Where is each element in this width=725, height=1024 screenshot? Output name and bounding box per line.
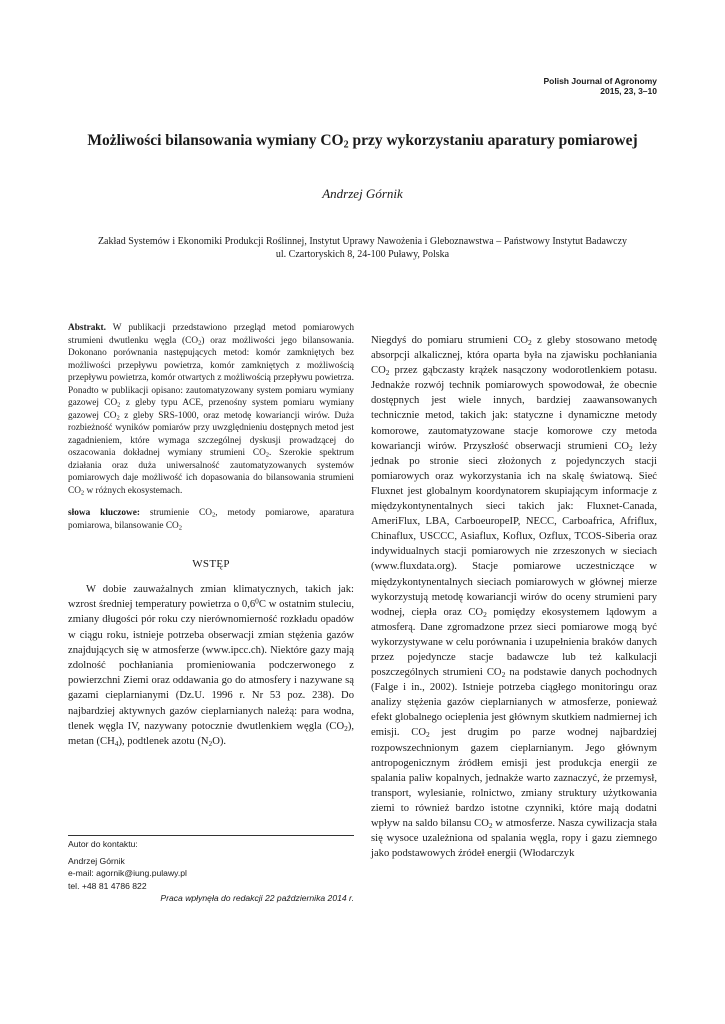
intro-paragraph xyxy=(68,582,354,749)
subscript: 4 xyxy=(114,738,119,748)
abstract-text: . Szerokie spektrum działania oraz duża uniwersalność zautomatyzowanych systemów pomiarowych daje możliwość ich dopasowania do bilansowania strumieni CO xyxy=(68,448,354,496)
article-author: Andrzej Górnik xyxy=(322,186,403,201)
body-text: na podstawie danych pochodnych (Falge i in., 2002). Istnieje potrzeba ciągłego monitoringu oraz analizy stężenia gazów cieplarnianych w atmosferze, ponieważ efekt globalnego ocieplenia jest głównym skutkiem nadmiernej ich emisji. CO xyxy=(371,667,658,739)
contact-name: Andrzej Górnik xyxy=(68,855,125,866)
keywords-text: strumienie CO xyxy=(139,508,212,518)
journal-header xyxy=(544,76,658,96)
subscript: 2 xyxy=(80,489,85,497)
superscript: 0 xyxy=(255,596,259,606)
keywords-text: , metody pomiarowe, aparatura pomiarowa, bilansowanie CO xyxy=(68,508,354,531)
keywords xyxy=(68,507,354,533)
intro-text: ), metan (CH xyxy=(68,720,354,748)
abstract-text: W publikacji przedstawiono przegląd metod pomiarowych strumieni dwutlenku węgla (CO xyxy=(68,323,354,346)
body-text: przez gąbczasty krążek nasączony wodorotlenkiem potasu. Jednakże rozwój technik pomiarowych spowodował, że obecnie dostępnych jest wiele innych, bardziej zaawansowanych technicznie metod, takich jak: statyczne i dynamiczne metody komorowe, zautomatyzowane stacje komorowe czy metoda kowariancji wirów. Przyszłość obserwacji strumieni CO xyxy=(371,365,657,452)
contact-block xyxy=(68,838,354,892)
subscript: 2 xyxy=(488,820,493,830)
abstract xyxy=(68,322,354,497)
body-text: z gleby stosowano metodę absorpcji alkalicznej, która oparta była na zjawisku pochłaniania CO xyxy=(371,335,657,377)
affiliation-line: Zakład Systemów i Ekonomiki Produkcji Roślinnej, Instytut Uprawy Nawożenia i Gleboznawstwa – Państwowy Instytut Badawczy xyxy=(97,236,628,247)
abstract-text: z gleby typu ACE, przenośny system pomiaru wymiany gazowej CO xyxy=(68,398,354,421)
subscript: 2 xyxy=(178,524,183,532)
contact-heading: Autor do kontaktu: xyxy=(68,839,138,849)
subscript: 2 xyxy=(483,609,487,619)
intro-text: C w ostatnim stuleciu, zmiany długości pór roku czy nierównomierność rozkładu opadów w ciągu roku, istnieje potrzeba obserwacji zmian stężenia gazów znajdujących się w atmosferze (www.ipcc.ch). Niektóre gazy mają zdolność pochłaniania promieniowania podczerwonego z powierzchni Ziemi oraz oddawania go do atmosfery i nazywane są gazami cieplarnianymi (Dz.U. 1996 r. Nr 53 poz. 238). Do najbardziej aktywnych gazów cieplarnianych należą: para wodna, tlenek węgla IV, nazywany potocznie dwutlenkiem węgla (CO xyxy=(68,599,354,732)
title-text: Możliwości bilansowania wymiany CO xyxy=(87,132,344,149)
subscript: 2 xyxy=(385,368,390,378)
subscript: 2 xyxy=(344,723,348,733)
abstract-label: Abstrakt. xyxy=(68,323,106,333)
subscript: 2 xyxy=(208,738,213,748)
affiliation xyxy=(60,235,665,261)
contact-email: e-mail: agornik@iung.pulawy.pl xyxy=(68,868,187,878)
abstract-text: z gleby SRS-1000, oraz metodę kowariancji wirów. Duża rozbieżność wyników pomiarów przy uwzględnieniu dostępnych metod jest zagadnieniem, które wymaga szczególnej dyskusji prowadzącej do oszacowania dokładnej wymiany strumieni CO xyxy=(68,410,354,458)
subscript: 2 xyxy=(528,337,532,347)
body-text: leży jednak po stronie sieci złożonych z pojedynczych stacji pomiarowych oraz wykorzystania ich na skalę światową. Sieć Fluxnet jest globalnym koordynatorem skupiającym informacje z międzykontynentalnych sieci takich jak: Fluxnet-Canada, AmeriFlux, LBA, CarboeuropeIP, NECC, Carboafrica, Afriflux, Chinaflux, USCCC, Asiaflux, Koflux, Ozflux, TCOS-Siberia oraz indywidualnych stacji pomiarowych nie zrzeszonych w sieciach (www.fluxdata.org). Stacje pomiarowe uczestniczące w międzykontynentalnych sieciach pomiarowych w głównej mierze wykorzystują metodę kowariancji wirów do oceny strumieni pary wodnej, ciepła oraz CO xyxy=(371,440,657,618)
subscript: 2 xyxy=(211,511,216,519)
left-column xyxy=(68,322,354,749)
body-text: w atmosferze. Nasza cywilizacja stała się wysoce uzależniona od spalania węgla, ropy i gazu ziemnego jako podstawowych źródeł energii (Włodarczyk xyxy=(371,818,657,860)
intro-text: ), podtlenek azotu (N xyxy=(118,736,209,748)
body-text: Niegdyś do pomiaru strumieni CO xyxy=(371,335,529,346)
title-subscript: 2 xyxy=(343,139,349,151)
subscript: 2 xyxy=(265,451,270,459)
subscript: 2 xyxy=(198,339,202,347)
section-heading: WSTĘP xyxy=(192,558,230,570)
article-title xyxy=(60,131,665,151)
intro-text: O). xyxy=(212,736,227,748)
received-note: Praca wpłynęła do redakcji 22 października 2014 r. xyxy=(160,893,354,903)
affiliation-address: ul. Czartoryskich 8, 24-100 Puławy, Polska xyxy=(275,249,450,260)
right-column xyxy=(371,333,657,861)
abstract-text: w różnych ekosystemach. xyxy=(84,485,183,496)
title-text-cont: przy wykorzystaniu aparatury pomiarowej xyxy=(348,132,638,149)
abstract-text: ) oraz możliwości jego bilansowania. Dokonano porównania następujących metod: komór zamkniętych bez możliwości przepływu powietrza, komór zamkniętych z możliwością przepływu powietrza, komór otwartych z możliwością przepływu powietrza. Ponadto w publikacji opisano: zautomatyzowany system pomiaru wymiany gazowej CO xyxy=(68,335,354,408)
subscript: 2 xyxy=(501,669,506,679)
journal-issue: 2015, 23, 3–10 xyxy=(600,86,657,96)
subscript: 2 xyxy=(116,414,120,422)
body-paragraph xyxy=(371,333,657,861)
intro-text: W dobie zauważalnych zmian klimatycznych, takich jak: wzrost średniej temperatury powietrza o 0,6 xyxy=(68,584,354,611)
body-text: jest drugim po parze wodnej najbardziej rozpowszechnionym gazem cieplarnianym. Jego głównym antropogenicznym źródłem emisji jest produkcja energii ze spalania paliw kopalnych, jednakże warto zaznaczyć, że przemysł, transport, wylesianie, rolnictwo, zmiany struktury użytkowania ziemi to również bardzo istotne czynniki, które mają dodatni wpływ na saldo bilansu CO xyxy=(371,727,657,829)
body-text: pomiędzy ekosystemem lądowym a atmosferą. Dane zgromadzone przez sieci pomiarowe mogą być wykorzystywane w celu porównania i uzupełnienia braków danych przez pojedyncze stacje badawcze lub też kalkulacji poszczególnych strumieni CO xyxy=(371,606,657,679)
subscript: 2 xyxy=(425,730,430,740)
keywords-label: słowa kluczowe: xyxy=(68,508,140,518)
journal-name: Polish Journal of Agronomy xyxy=(543,76,657,86)
footnote-divider xyxy=(68,835,354,836)
contact-phone: tel. +48 81 4786 822 xyxy=(68,880,147,891)
subscript: 2 xyxy=(629,443,633,453)
subscript: 2 xyxy=(117,401,121,409)
